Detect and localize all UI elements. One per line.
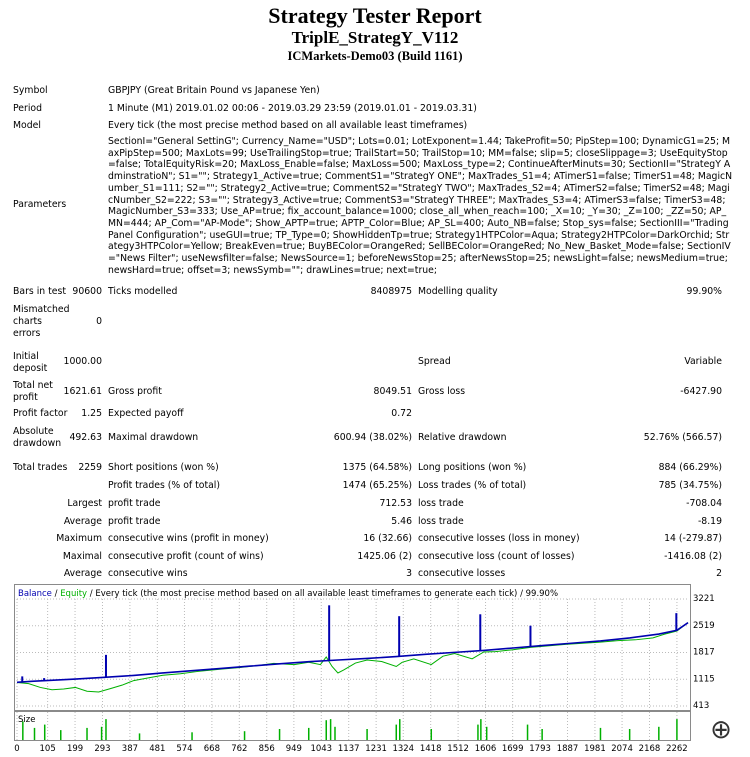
maximal-loss-label: consecutive loss (count of losses) — [418, 551, 575, 562]
average-profit-value: 5.46 — [391, 516, 412, 527]
ticks-value: 8408975 — [370, 286, 412, 297]
size-bar — [139, 733, 141, 740]
size-bar — [60, 730, 62, 740]
size-bar — [325, 720, 327, 740]
x-tick-label: 949 — [285, 744, 302, 754]
average-profit-label: profit trade — [108, 516, 161, 527]
size-bar — [86, 728, 88, 740]
size-bar — [105, 719, 107, 740]
legend-equity: Equity — [60, 589, 88, 599]
ticks-label: Ticks modelled — [108, 286, 178, 297]
size-chart — [14, 711, 691, 741]
largest-profit-label: profit trade — [108, 498, 161, 509]
symbol-label: Symbol — [13, 85, 48, 96]
largest-loss-value: -708.04 — [686, 498, 722, 509]
x-tick-label: 2168 — [638, 744, 661, 754]
y-tick-label: 1817 — [693, 647, 715, 658]
largest-loss-label: loss trade — [418, 498, 464, 509]
size-bar — [308, 728, 310, 740]
x-tick-label: 387 — [121, 744, 139, 754]
netprofit-label: Total net profit — [13, 380, 53, 403]
x-tick-label: 1418 — [419, 744, 442, 754]
x-tick-label: 1324 — [392, 744, 415, 754]
size-bar — [334, 727, 336, 740]
max-losses-label: consecutive losses (loss in money) — [418, 533, 580, 544]
mismatch-label: Mismatched charts errors — [13, 304, 70, 339]
y-tick-label: 413 — [693, 701, 710, 711]
max-wins-label: consecutive wins (profit in money) — [108, 533, 269, 544]
y-axis — [690, 584, 740, 714]
period-value: 1 Minute (M1) 2019.01.02 00:06 - 2019.03.29 23:59 (2019.01.01 - 2019.03.31) — [108, 103, 477, 114]
x-tick-label: 1981 — [584, 744, 606, 754]
grossprofit-label: Gross profit — [108, 386, 162, 397]
server-name: ICMarkets-Demo03 (Build 1161) — [287, 49, 463, 63]
size-bar — [527, 725, 529, 740]
max-losses-value: 14 (-279.87) — [664, 533, 722, 544]
size-bar — [191, 732, 193, 740]
x-tick-label: 199 — [66, 744, 84, 754]
avg-wins-value: 3 — [406, 568, 412, 579]
balance-chart — [14, 584, 691, 711]
size-bar — [366, 729, 368, 740]
bars-label: Bars in test — [13, 286, 66, 297]
payoff-value: 0.72 — [391, 408, 412, 419]
maximal-label: Maximal — [62, 551, 102, 562]
maxdd-value: 600.94 (38.02%) — [333, 432, 412, 443]
size-bar — [244, 731, 246, 740]
parameters-label: Parameters — [13, 199, 67, 210]
grossloss-value: -6427.90 — [680, 386, 722, 397]
netprofit-value: 1621.61 — [63, 386, 102, 397]
x-tick-label: 1512 — [447, 744, 469, 754]
report-title: Strategy Tester Report — [268, 3, 482, 28]
average-label: Average — [63, 516, 102, 527]
size-bar — [541, 729, 543, 740]
average-loss-label: loss trade — [418, 516, 464, 527]
x-tick-label: 1699 — [501, 744, 524, 754]
ltrades-value: 785 (34.75%) — [658, 480, 722, 491]
chart-legend — [18, 589, 558, 599]
maximal-loss-value: -1416.08 (2) — [664, 551, 722, 562]
x-tick-label: 856 — [258, 744, 275, 754]
size-bar — [44, 725, 46, 740]
quality-value: 99.90% — [686, 286, 722, 297]
largest-label: Largest — [67, 498, 102, 509]
y-tick-label: 2519 — [693, 620, 715, 631]
size-bar — [480, 719, 482, 740]
balance-chart-svg — [15, 585, 690, 710]
spread-label: Spread — [418, 356, 451, 367]
pf-value: 1.25 — [81, 408, 102, 419]
legend-description: / Every tick (the most precise method based on all available least timeframes to generate each tick) / 99.90% — [87, 589, 559, 599]
size-bar — [330, 719, 332, 740]
avg-wins-label: consecutive wins — [108, 568, 188, 579]
size-bar — [600, 728, 602, 740]
avg-losses-label: consecutive losses — [418, 568, 506, 579]
ptrades-value: 1474 (65.25%) — [342, 480, 412, 491]
size-bar — [676, 719, 678, 740]
trades-label: Total trades — [13, 462, 68, 473]
size-bar — [431, 729, 433, 740]
size-bar — [658, 727, 660, 740]
largest-profit-value: 712.53 — [379, 498, 412, 509]
size-bar — [629, 729, 631, 740]
pf-label: Profit factor — [13, 408, 68, 419]
x-tick-label: 1137 — [337, 744, 360, 754]
long-label: Long positions (won %) — [418, 462, 527, 473]
x-tick-label: 1231 — [365, 744, 387, 754]
maxdd-label: Maximal drawdown — [108, 432, 199, 443]
symbol-value: GBPJPY (Great Britain Pound vs Japanese Yen) — [108, 85, 320, 96]
y-tick-label: 3221 — [693, 594, 715, 604]
long-value: 884 (66.29%) — [658, 462, 722, 473]
equity-line — [17, 623, 688, 692]
x-tick-label: 293 — [94, 744, 111, 754]
y-tick-label: 1115 — [693, 674, 715, 685]
x-tick-label: 668 — [203, 744, 220, 754]
ptrades-label: Profit trades (% of total) — [108, 480, 221, 491]
reldd-label: Relative drawdown — [418, 432, 507, 443]
bars-value: 90600 — [72, 286, 102, 297]
trades-value: 2259 — [78, 462, 102, 473]
x-tick-label: 2262 — [666, 744, 688, 754]
absdd-value: 492.63 — [69, 432, 102, 443]
x-axis — [0, 740, 700, 756]
mismatch-value: 0 — [96, 316, 102, 327]
average-loss-value: -8.19 — [697, 516, 722, 527]
x-tick-label: 574 — [176, 744, 193, 754]
spread-value: Variable — [684, 356, 722, 367]
size-bar — [477, 725, 479, 740]
strategy-name: TriplE_StrategY_V112 — [291, 28, 459, 47]
x-tick-label: 1043 — [310, 744, 333, 754]
avgcons-label: Average — [63, 568, 102, 579]
model-value: Every tick (the most precise method based on all available least timeframes) — [108, 120, 468, 131]
x-tick-label: 0 — [14, 744, 20, 754]
avg-losses-value: 2 — [716, 568, 722, 579]
x-tick-label: 105 — [39, 744, 56, 754]
size-bar — [486, 727, 488, 740]
size-bar — [399, 719, 401, 740]
max-wins-value: 16 (32.66) — [363, 533, 412, 544]
legend-separator: / — [51, 589, 61, 599]
maximum-label: Maximum — [56, 533, 102, 544]
size-bar — [279, 729, 281, 740]
ltrades-label: Loss trades (% of total) — [418, 480, 527, 491]
zoom-icon[interactable]: ⊕ — [710, 715, 732, 745]
deposit-value: 1000.00 — [63, 356, 102, 367]
period-label: Period — [13, 103, 42, 114]
deposit-label: Initial deposit — [13, 351, 48, 374]
size-bar — [396, 725, 398, 740]
size-bar — [34, 728, 36, 740]
model-label: Model — [13, 120, 41, 131]
size-label: Size — [18, 715, 36, 725]
maximal-profit-value: 1425.06 (2) — [357, 551, 412, 562]
grossloss-label: Gross loss — [418, 386, 466, 397]
size-chart-svg — [15, 712, 690, 740]
x-tick-label: 2074 — [611, 744, 633, 754]
reldd-value: 52.76% (566.57) — [643, 432, 722, 443]
short-value: 1375 (64.58%) — [342, 462, 412, 473]
legend-balance: Balance — [18, 589, 52, 599]
size-bar — [101, 727, 103, 740]
payoff-label: Expected payoff — [108, 408, 184, 419]
x-tick-label: 762 — [231, 744, 248, 754]
x-tick-label: 481 — [149, 744, 166, 754]
short-label: Short positions (won %) — [108, 462, 219, 473]
quality-label: Modelling quality — [418, 286, 498, 297]
grossprofit-value: 8049.51 — [373, 386, 412, 397]
x-tick-label: 1793 — [529, 744, 551, 754]
parameters-value: SectionI="General SettinG"; Currency_Name="USD"; Lots=0.01; LotExponent=1.44; TakeProfit=50; PipStep=100; DynamicG1=25; MaxPipStep=500; MaxLots=99; UseTrailingStop=true; TrailStart=50; TrailStop=10; MM=false; slip=5; closeSlippage=3; UseEquityStop=false; TotalEquityRisk=20; MaxLoss_Enable=false; MaxLoss=500; MaxLoss_type=2; ContinueAfterMinuts=30; SectionII="StrategY AdminstratioN"; S1=""; Strategy1_Active=true; CommentS1="StrategY ONE"; MaxTrades_S1=4; ATimerS1=false; TimerS1=48; MagicNumber_S1=111; S2=""; Strategy2_Active=true; CommentS2="StrategY TWO"; MaxTrades_S2=4; ATimerS2=false; TimerS2=48; MagicNumber_S2=222; S3=""; Strategy3_Active=true; CommentS3="StrategY THREE"; MaxTrades_S3=4; ATimerS3=false; TimerS3=48; MagicNumber_S3=333; Use_AP=true; fix_account_balance=1000; close_all_when_reach=100; _X=10; _Y=30; _Z=100; _ZZ=50; AP_MN=444; AP_Com="AP-Mode"; Show_APTP=true; APTP_Color=Blue; AP_SL=400; Auto_NB=false; Stop_sys=false; SectionIII="Trading Panel Configuration"; useGUI=true; TP_Type=0; ShowHiddenTp=true; Strategy1HTPColor=Aqua; Strategy2HTPColor=DarkOrchid; Strategy3HTPColor=Yellow; BreakEven=true; BuyBEColor=OrangeRed; SellBEColor=OrangeRed; No_New_Basket_Mode=false; SectionIV="News Filter"; useNewsfilter=false; NewsSource=1; beforeNewsStop=25; afterNewsStop=25; newsLight=false; newsMedium=true; newsHard=true; offset=3; newsSymb=""; drawLines=true; next=true; — [108, 136, 733, 276]
absdd-label: Absolute drawdown — [13, 426, 62, 449]
x-tick-label: 1606 — [474, 744, 497, 754]
x-tick-label: 1887 — [556, 744, 579, 754]
maximal-profit-label: consecutive profit (count of wins) — [108, 551, 264, 562]
